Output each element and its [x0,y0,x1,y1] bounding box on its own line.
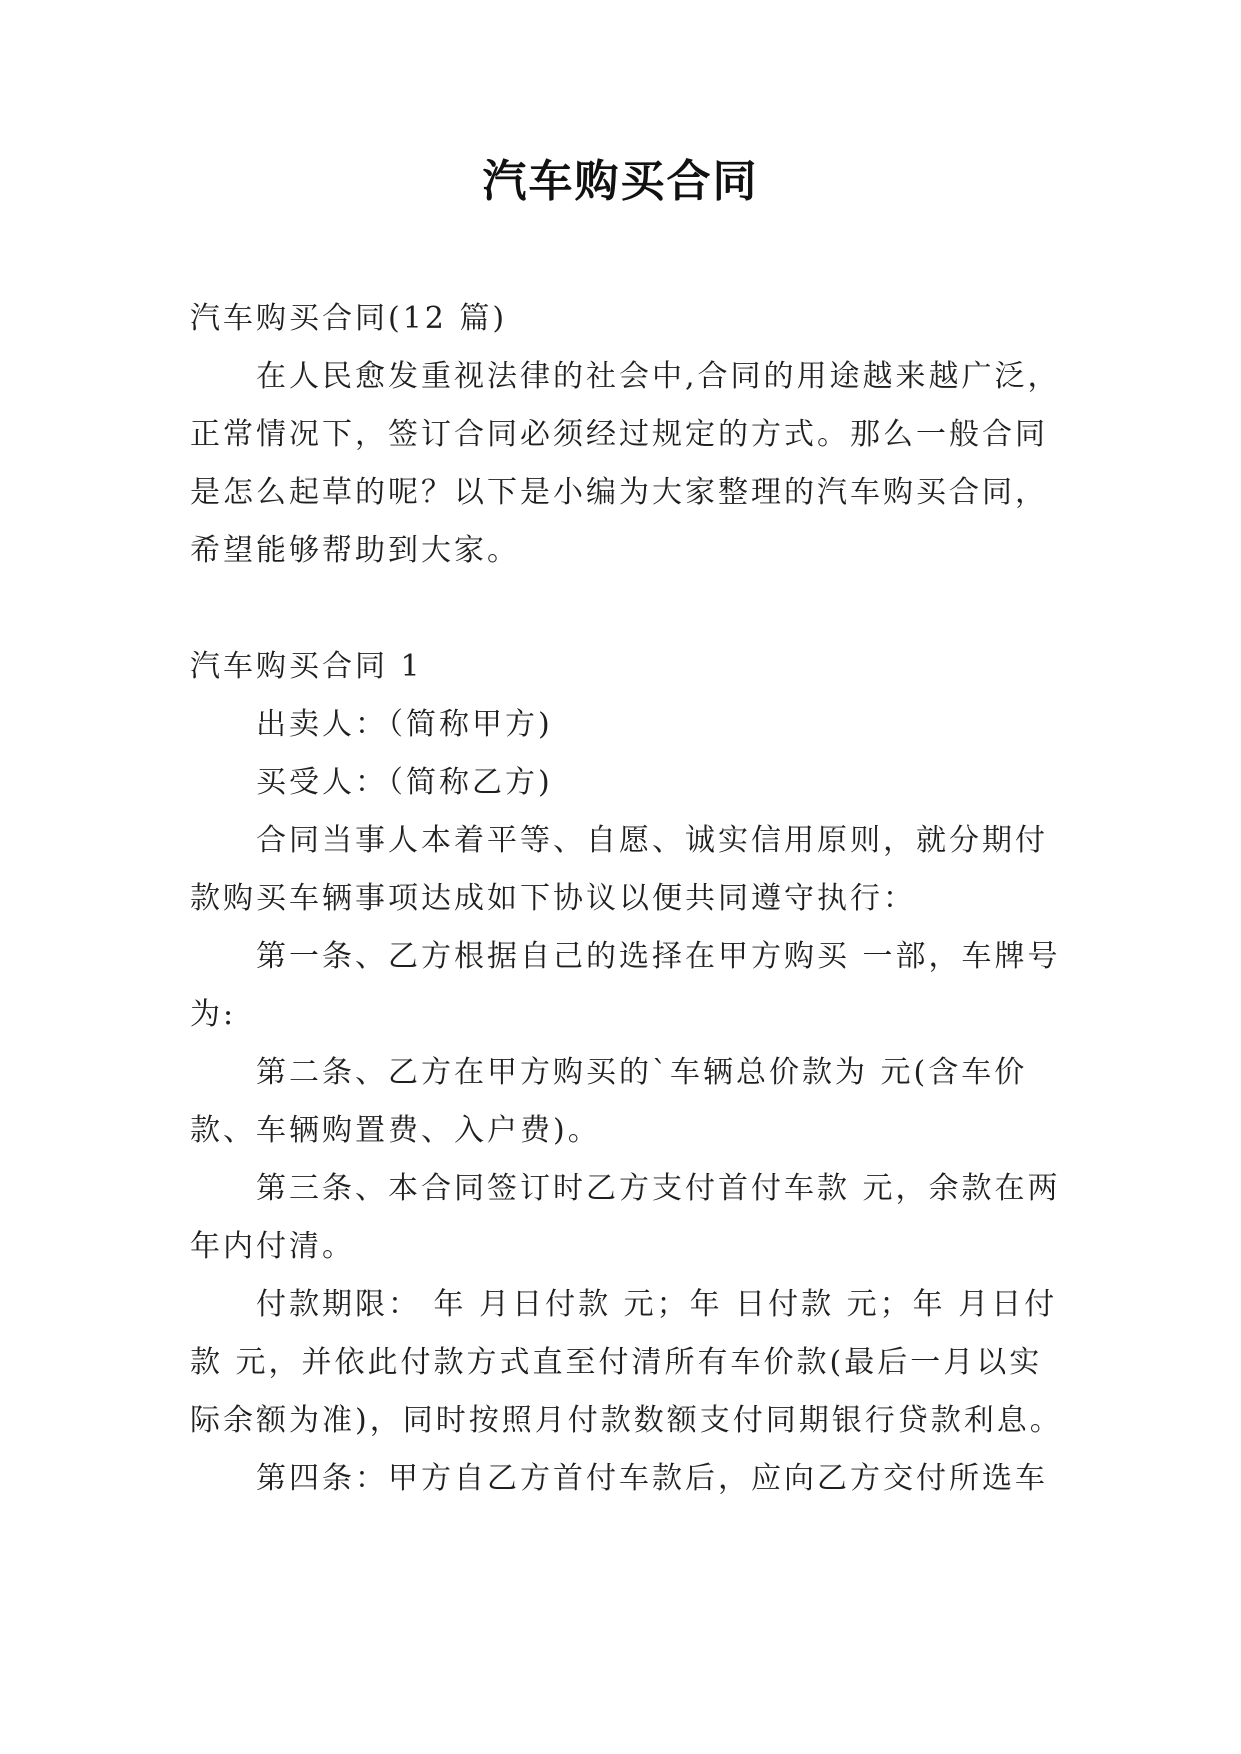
paragraph-gap [190,580,1070,638]
article-1: 第一条、乙方根据自己的选择在甲方购买 一部，车牌号为: [190,939,1061,1032]
section-heading: 汽车购买合同 1 [190,649,423,684]
payment-terms: 付款期限： 年 月日付款 元；年 日付款 元；年 月日付款 元，并依此付款方式直至付清所有车价款(最后一月以实际余额为准)，同时按照月付款数额支付同期银行贷款利息。 [190,1287,1063,1438]
document-title: 汽车购买合同 [482,156,759,207]
seller-line: 出卖人：（简称甲方) [256,707,553,742]
article-2: 第二条、乙方在甲方购买的`车辆总价款为 元(含车价款、车辆购置费、入户费)。 [190,1055,1028,1148]
preamble-paragraph: 合同当事人本着平等、自愿、诚实信用原则，就分期付款购买车辆事项达成如下协议以便共同遵守执行： [190,823,1048,916]
article-4: 第四条：甲方自乙方首付车款后，应向乙方交付所选车 [256,1461,1048,1496]
document-subtitle: 汽车购买合同(12 篇) [190,301,508,336]
document-body [190,290,1070,1508]
buyer-line: 买受人：（简称乙方) [256,765,553,800]
intro-paragraph: 在人民愈发重视法律的社会中,合同的用途越来越广泛，正常情况下，签订合同必须经过规定的方式。那么一般合同是怎么起草的呢？以下是小编为大家整理的汽车购买合同，希望能够帮助到大家。 [190,359,1061,568]
article-3: 第三条、本合同签订时乙方支付首付车款 元，余款在两年内付清。 [190,1171,1061,1264]
